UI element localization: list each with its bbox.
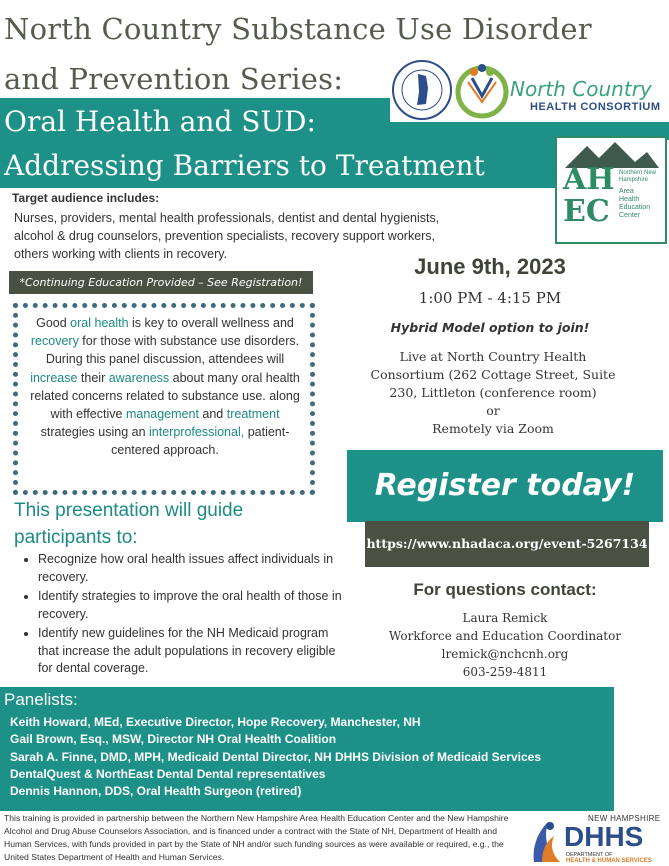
panelists-list — [10, 714, 610, 800]
ce-banner: *Continuing Education Provided – See Registration! — [9, 271, 313, 294]
location-line2: Consortium (262 Cottage Street, Suite — [370, 367, 616, 382]
location-or: or — [486, 403, 500, 418]
list-item: Dennis Hannon, DDS, Oral Health Surgeon (retired) — [10, 784, 302, 799]
contact-email[interactable]: lremick@nchcnh.org — [441, 647, 569, 661]
register-link[interactable]: https://www.nhadaca.org/event-5267134 — [365, 521, 649, 567]
ahec-desc — [619, 188, 650, 220]
dhhs-figure-icon — [528, 816, 562, 864]
dhhs-name: DHHS — [564, 821, 644, 852]
list-item: DentalQuest & NorthEast Dental Dental representatives — [10, 766, 326, 781]
nchc-people-icon — [452, 58, 512, 122]
nchc-name: North Country — [510, 77, 652, 101]
contact-role: Workforce and Education Coordinator — [388, 629, 622, 643]
ahec-desc-4: Center — [619, 212, 641, 219]
contact-name: Laura Remick — [462, 611, 548, 625]
contact-phone: 603-259-4811 — [462, 665, 548, 679]
series-title-line1: North Country Substance Use Disorder — [4, 12, 592, 46]
list-item: • Identify strategies to improve the oral health of those in recovery. — [38, 588, 348, 623]
dhhs-logo — [528, 812, 669, 866]
hybrid-note: Hybrid Model option to join! — [390, 320, 590, 335]
location-remote: Remotely via Zoom — [432, 421, 554, 436]
list-item: Gail Brown, Esq., MSW, Director NH Oral Health Coalition — [10, 732, 337, 747]
location-line3: 230, Littleton (conference room) — [389, 385, 597, 400]
objectives-list — [22, 551, 348, 680]
partner-logos — [390, 58, 669, 122]
nchc-sub: HEALTH CONSORTIUM — [530, 101, 661, 113]
register-banner: Register today! — [347, 450, 663, 522]
guide-heading: This presentation will guide participants to: — [14, 500, 244, 548]
audience-line2: alcohol & drug counselors, prevention specialists, recovery support workers, — [14, 229, 436, 243]
dhhs-sub2: HEALTH & HUMAN SERVICES — [566, 858, 652, 864]
dhhs-sub1: DEPARTMENT OF — [566, 852, 613, 858]
list-item: • Identify new guidelines for the NH Medicaid program that increase the adult populations in recovery eligible for dental coverage. — [38, 625, 348, 678]
audience-line3: others working with clients in recovery. — [14, 247, 228, 261]
audience-heading: Target audience includes: — [12, 191, 160, 205]
ahec-desc-1: Area — [619, 188, 634, 195]
dhhs-state: NEW HAMPSHIRE — [588, 814, 661, 823]
audience-line1: Nurses, providers, mental health professionals, dentist and dental hygienists, — [14, 211, 440, 225]
subtitle-line2: Addressing Barriers to Treatment — [4, 149, 485, 182]
list-item: • Recognize how oral health issues affect individuals in recovery. — [38, 551, 348, 586]
event-location — [345, 348, 641, 438]
ahec-small: Northern New Hampshire — [619, 170, 657, 183]
event-date: June 9th, 2023 — [414, 254, 566, 279]
description-text: Good oral health is key to overall wellness and recovery for those with substance use disorders. During this panel discussion, attendees will increase their awareness about many oral health related concerns related to substance use. along with effective management and treatment strategies using an interprofessional, patient-centered approach. — [30, 316, 300, 458]
list-item: Sarah A. Finne, DMD, MPH, Medicaid Dental Director, NH DHHS Division of Medicaid Services — [10, 749, 542, 764]
ahec-logo — [555, 136, 667, 244]
contact-heading: For questions contact: — [413, 580, 597, 599]
panelists-heading: Panelists: — [4, 690, 78, 709]
ahec-desc-2: Health — [619, 196, 640, 203]
ahec-letters-a: AH — [563, 162, 615, 197]
ahec-letters-b: EC — [563, 194, 610, 229]
series-title-line2: and Prevention Series: — [4, 62, 344, 96]
subtitle-line1: Oral Health and SUD: — [4, 105, 316, 138]
contact-info — [350, 609, 660, 681]
ahec-desc-3: Education — [619, 204, 651, 211]
location-line1: Live at North Country Health — [399, 349, 587, 364]
funding-disclaimer: This training is provided in partnership between the Northern New Hampshire Area Health Education Center and the New Hampshire Alcohol and Drug Abuse Counselors Association, and is financed under a contract with the State of NH, Department of Health and Human Services, with funds provided in part by the State of NH and/or such funding sources as were available or required, e.g., the United States Department of Health and Human Services. — [4, 813, 509, 862]
event-time: 1:00 PM - 4:15 PM — [418, 289, 562, 307]
list-item: Keith Howard, MEd, Executive Director, Hope Recovery, Manchester, NH — [10, 715, 421, 729]
